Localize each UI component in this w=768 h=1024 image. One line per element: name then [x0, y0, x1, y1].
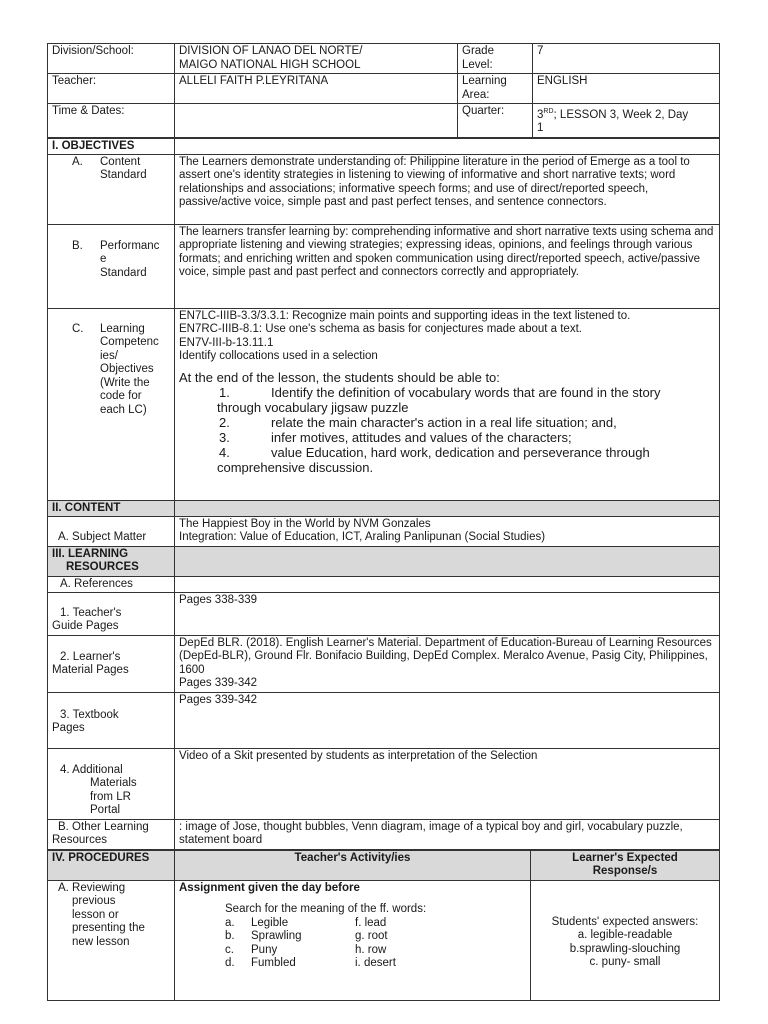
lesson-plan-table — [47, 43, 720, 138]
learner-response — [531, 880, 720, 1000]
header-row-time — [48, 104, 720, 138]
assignment-title: Assignment given the day before — [179, 881, 360, 894]
additional-materials-value: Video of a Skit presented by students as interpretation of the Selection — [175, 748, 720, 819]
references-row — [48, 576, 720, 592]
content-standard-row — [48, 154, 720, 224]
learner-material-label: 2. Learner's Material Pages — [48, 635, 175, 692]
time-label: Time & Dates: — [48, 104, 175, 138]
objective-item: 2. relate the main character's action in a real life situation; and, — [219, 414, 617, 430]
time-value — [175, 104, 458, 138]
other-resources-row — [48, 819, 720, 849]
competency-text: EN7LC-IIIB-3.3/3.3.1: Recognize main points and supporting ideas in the text listened to. EN7RC-IIIB-8.1: Use one's schema as basis for conjectures made about a text. EN7V-III-b-13.11.1 Identify collocations used in a selection At the end of the lesson, the students should be able to: 1. Identify the definition of vocabulary words that are found in the story through vocabulary jigsaw puzzle 2. relate the main character's action in a real life situation; and, 3. infer motives, attitudes and values of the characters; 4. value Education, hard work, dedication and perseverance through comprehensive discussion. — [175, 308, 720, 500]
performance-standard-text: The learners transfer learning by: comprehending informative and short narrative texts using schema and appropriate listening and viewing strategies; expressing ideas, opinions, and feelings through various formats; and enriching written and spoken communication using direct/reported speech, active/passive voice, simple past and past perfect and connectors correctly and appropriately. — [175, 224, 720, 308]
additional-materials-label: 4. Additional Materials from LR Portal — [48, 748, 175, 819]
teacher-guide-value: Pages 338-339 — [175, 592, 720, 635]
content-heading: II. CONTENT — [48, 500, 175, 516]
procedures-heading: IV. PROCEDURES — [48, 850, 175, 880]
other-resources-value: : image of Jose, thought bubbles, Venn diagram, image of a typical boy and girl, vocabulary puzzle, statement board — [175, 819, 720, 849]
objective-item: 1. Identify the definition of vocabulary words that are found in the story — [219, 384, 661, 400]
teacher-guide-row — [48, 592, 720, 635]
competency-row — [48, 308, 720, 500]
review-label: A. Reviewing previous lesson or presenting the new lesson — [48, 880, 175, 1000]
area-value: ENGLISH — [533, 74, 720, 104]
competency-code-1: EN7LC-IIIB-3.3/3.3.1: Recognize main points and supporting ideas in the text listened to. — [179, 309, 631, 322]
objectives-heading: I. OBJECTIVES — [48, 138, 175, 154]
vocab-list-item: d. Fumbled i. desert — [225, 957, 396, 970]
division-value: DIVISION OF LANAO DEL NORTE/ MAIGO NATIONAL HIGH SCHOOL — [175, 44, 458, 74]
textbook-label: 3. Textbook Pages — [48, 692, 175, 748]
references-label: A. References — [48, 576, 175, 592]
textbook-row — [48, 692, 720, 748]
objectives-intro: At the end of the lesson, the students should be able to: — [179, 369, 500, 385]
objective-item: 4. value Education, hard work, dedication and perseverance through — [219, 444, 650, 460]
objectives-table — [47, 138, 720, 850]
subject-matter-row — [48, 516, 720, 546]
grade-value: 7 — [533, 44, 720, 74]
quarter-value: 3RD; LESSON 3, Week 2, Day 1 — [533, 104, 720, 138]
lesson-plan — [47, 43, 719, 1001]
teacher-activity-header: Teacher's Activity/ies — [175, 850, 531, 880]
resources-heading-row — [48, 546, 720, 576]
search-instruction: Search for the meaning of the ff. words: — [225, 903, 427, 916]
answer-item: c. puny- small — [589, 956, 661, 969]
quarter-label: Quarter: — [458, 104, 533, 138]
competency-code-4: Identify collocations used in a selection — [179, 350, 378, 363]
learner-response-header: Learner's Expected Response/s — [531, 850, 720, 880]
answers-title: Students' expected answers: — [551, 915, 699, 928]
division-label: Division/School: — [48, 44, 175, 74]
teacher-label: Teacher: — [48, 74, 175, 104]
answer-item: a. legible-readable — [577, 929, 673, 942]
competency-code-2: EN7RC-IIIB-8.1: Use one's schema as basis for conjectures made about a text. — [179, 323, 582, 336]
vocab-list-item: a. Legible f. lead — [225, 916, 387, 929]
header-row-division — [48, 44, 720, 74]
performance-standard-label: B. Performanc e Standard — [48, 224, 175, 308]
teacher-guide-label: 1. Teacher's Guide Pages — [48, 592, 175, 635]
header-row-teacher — [48, 74, 720, 104]
other-resources-label: B. Other Learning Resources — [48, 819, 175, 849]
vocab-list-item: c. Puny h. row — [225, 943, 387, 956]
answer-item: b.sprawling-slouching — [569, 942, 681, 955]
procedures-table — [47, 850, 720, 1001]
content-heading-row — [48, 500, 720, 516]
subject-matter-text: The Happiest Boy in the World by NVM Gonzales Integration: Value of Education, ICT, Araling Panlipunan (Social Studies) — [175, 516, 720, 546]
performance-standard-row — [48, 224, 720, 308]
competency-code-3: EN7V-III-b-13.11.1 — [179, 336, 274, 349]
objective-item: 3. infer motives, attitudes and values of the characters; — [219, 429, 572, 445]
learner-material-row — [48, 635, 720, 692]
teacher-value: ALLELI FAITH P.LEYRITANA — [175, 74, 458, 104]
vocab-list-item: b. Sprawling g. root — [225, 930, 388, 943]
learner-material-value: DepEd BLR. (2018). English Learner's Material. Department of Education-Bureau of Learning Resources (DepEd-BLR), Ground Flr. Bonifacio Building, DepEd Complex. Meralco Avenue, Pasig City, Philippines, 1600 Pages 339-342 — [175, 635, 720, 692]
subject-matter-label: A. Subject Matter — [48, 516, 175, 546]
procedures-heading-row — [48, 850, 720, 880]
resources-heading: III. LEARNING RESOURCES — [48, 546, 175, 576]
area-label: Learning Area: — [458, 74, 533, 104]
content-standard-label: A. Content Standard — [48, 154, 175, 224]
review-row — [48, 880, 720, 1000]
additional-materials-row — [48, 748, 720, 819]
teacher-activity — [175, 880, 531, 1000]
content-standard-text: The Learners demonstrate understanding of: Philippine literature in the period of Emerge as a tool to assert one's identity strategies in listening to viewing of informative and short narrative texts; word relationships and associations; informative speech forms; and use of direct/reported speech, passive/active voice, simple past and past perfect tenses, and sentence connectors. — [175, 154, 720, 224]
objectives-heading-row — [48, 138, 720, 154]
textbook-value: Pages 339-342 — [175, 692, 720, 748]
competency-label: C. Learning Competenc ies/ Objectives (Write the code for each LC) — [48, 308, 175, 500]
grade-label: Grade Level: — [458, 44, 533, 74]
